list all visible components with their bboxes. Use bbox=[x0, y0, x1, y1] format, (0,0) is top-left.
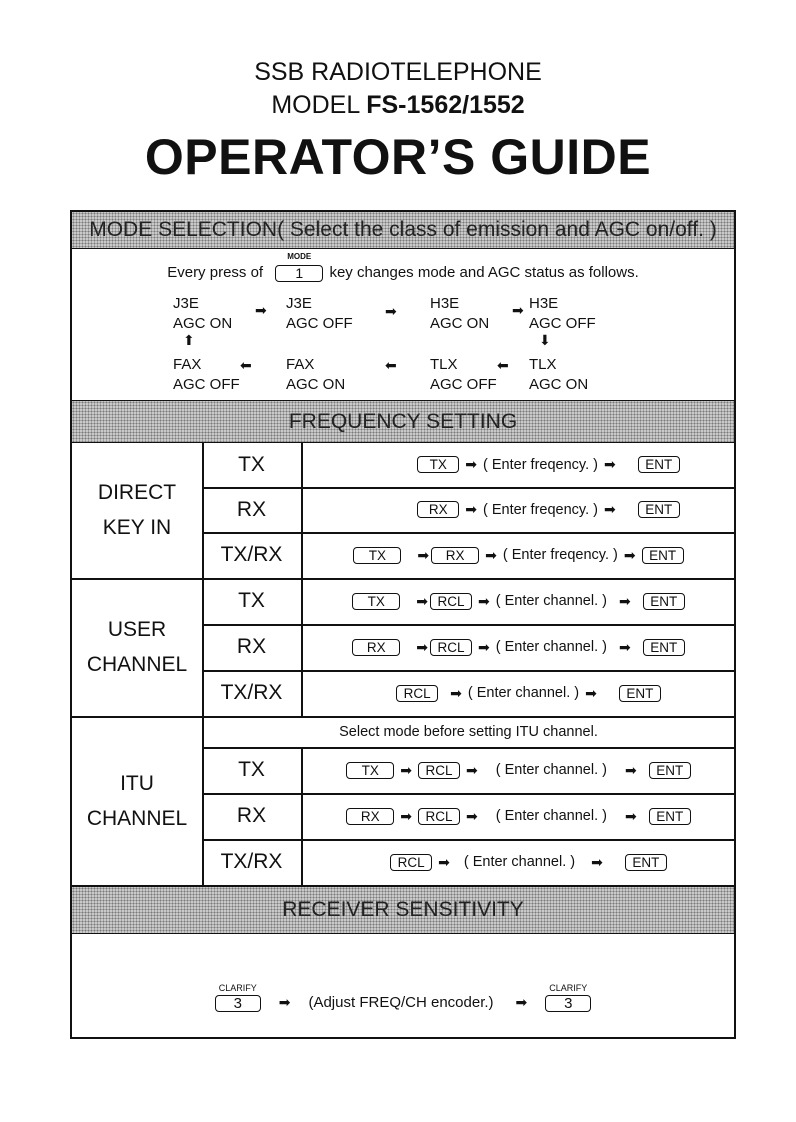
rx-key[interactable]: RX bbox=[346, 808, 394, 825]
rcl-key[interactable]: RCL bbox=[430, 593, 472, 610]
arrow-right-icon: ➡ bbox=[591, 853, 603, 870]
direction-label: TX bbox=[238, 758, 265, 781]
key-sequence bbox=[303, 670, 734, 716]
frequency-setting-heading-text: FREQUENCY SETTING bbox=[288, 409, 518, 433]
arrow-right-icon: ➡ bbox=[417, 546, 430, 563]
step-text: ( Enter channel. ) bbox=[495, 593, 607, 609]
tx-key[interactable]: TX bbox=[353, 547, 401, 564]
arrow-left-icon: ⬅ bbox=[497, 357, 509, 373]
step-text: ( Enter freqency. ) bbox=[502, 547, 618, 563]
guide-table bbox=[70, 210, 736, 1039]
arrow-right-icon: ➡ bbox=[624, 807, 637, 824]
arrow-right-icon: ➡ bbox=[515, 994, 528, 1010]
mode-key[interactable] bbox=[275, 252, 323, 282]
key-sequence bbox=[303, 532, 734, 578]
tx-key[interactable]: TX bbox=[417, 456, 459, 473]
arrow-right-icon: ➡ bbox=[466, 807, 478, 824]
model-number: FS-1562/1552 bbox=[366, 91, 525, 119]
arrow-left-icon: ⬅ bbox=[385, 357, 397, 373]
step-text: ( Enter channel. ) bbox=[495, 762, 607, 778]
clarify-caption: CLARIFY bbox=[218, 983, 257, 994]
rx-key[interactable]: RX bbox=[417, 501, 459, 518]
arrow-right-icon: ➡ bbox=[438, 853, 450, 870]
rcl-key[interactable]: RCL bbox=[430, 639, 472, 656]
arrow-right-icon: ➡ bbox=[623, 546, 636, 563]
direction-label: RX bbox=[236, 497, 267, 521]
group-label-direct-key-in: DIRECT KEY IN bbox=[97, 481, 177, 539]
step-text: ( Enter channel. ) bbox=[463, 854, 576, 870]
ent-key[interactable]: ENT bbox=[638, 456, 680, 473]
clarify-key-label: 3 bbox=[215, 995, 261, 1012]
arrow-right-icon: ➡ bbox=[278, 994, 291, 1010]
mode-state: FAX AGC OFF bbox=[173, 356, 240, 393]
mode-key-caption: MODE bbox=[287, 252, 312, 262]
arrow-right-icon: ➡ bbox=[450, 684, 462, 701]
arrow-right-icon: ➡ bbox=[416, 638, 429, 655]
arrow-right-icon: ➡ bbox=[465, 501, 478, 517]
mode-intro bbox=[72, 252, 734, 282]
clarify-key[interactable] bbox=[545, 983, 591, 1012]
ent-key[interactable]: ENT bbox=[638, 501, 680, 518]
arrow-right-icon: ➡ bbox=[400, 761, 413, 778]
arrow-right-icon: ➡ bbox=[618, 592, 631, 609]
direction-label: TX/RX bbox=[220, 850, 283, 873]
arrow-right-icon: ➡ bbox=[618, 638, 631, 655]
ent-key[interactable]: ENT bbox=[649, 762, 691, 779]
direction-label: RX bbox=[236, 635, 267, 658]
mode-state: H3E AGC OFF bbox=[529, 295, 596, 332]
page-title: OPERATOR’S GUIDE bbox=[144, 129, 652, 185]
group-label-user-channel: USER CHANNEL bbox=[86, 618, 188, 676]
mode-state: TLX AGC OFF bbox=[430, 356, 497, 393]
receiver-sensitivity-heading-text: RECEIVER SENSITIVITY bbox=[282, 898, 524, 921]
arrow-right-icon: ➡ bbox=[416, 592, 429, 609]
step-text: (Adjust FREQ/CH encoder.) bbox=[308, 994, 494, 1011]
tx-key[interactable]: TX bbox=[346, 762, 394, 779]
ent-key[interactable]: ENT bbox=[642, 547, 684, 564]
key-sequence bbox=[303, 624, 734, 670]
arrow-right-icon: ➡ bbox=[255, 302, 267, 318]
header-line-2 bbox=[0, 91, 796, 120]
ent-key[interactable]: ENT bbox=[643, 593, 685, 610]
mode-state: TLX AGC ON bbox=[529, 356, 589, 393]
key-sequence bbox=[303, 793, 734, 839]
arrow-right-icon: ➡ bbox=[512, 302, 524, 318]
frequency-setting-heading bbox=[72, 400, 734, 443]
arrow-up-icon: ⬆ bbox=[183, 332, 195, 348]
key-sequence bbox=[303, 839, 734, 885]
arrow-right-icon: ➡ bbox=[624, 761, 637, 778]
arrow-right-icon: ➡ bbox=[485, 546, 497, 563]
header-line-1: SSB RADIOTELEPHONE bbox=[254, 58, 542, 86]
key-sequence bbox=[303, 442, 734, 487]
mode-key-label: 1 bbox=[275, 265, 323, 282]
arrow-right-icon: ➡ bbox=[466, 761, 478, 778]
direction-label: TX bbox=[238, 589, 265, 612]
direction-label: TX/RX bbox=[220, 543, 283, 566]
mode-intro-after: key changes mode and AGC status as follows. bbox=[329, 264, 639, 281]
direction-label: TX/RX bbox=[220, 681, 283, 704]
mode-state: J3E AGC ON bbox=[173, 295, 233, 332]
arrow-right-icon: ➡ bbox=[385, 303, 397, 319]
clarify-key[interactable] bbox=[215, 983, 261, 1012]
rcl-key[interactable]: RCL bbox=[418, 762, 460, 779]
step-text: ( Enter channel. ) bbox=[495, 808, 607, 824]
rcl-key[interactable]: RCL bbox=[418, 808, 460, 825]
clarify-caption: CLARIFY bbox=[549, 983, 588, 994]
mode-state: H3E AGC ON bbox=[430, 295, 490, 332]
key-sequence bbox=[303, 747, 734, 793]
step-text: ( Enter freqency. ) bbox=[483, 501, 598, 518]
arrow-right-icon: ➡ bbox=[465, 456, 478, 472]
direction-label: TX bbox=[238, 452, 265, 476]
arrow-right-icon: ➡ bbox=[603, 456, 616, 472]
ent-key[interactable]: ENT bbox=[643, 639, 685, 656]
arrow-right-icon: ➡ bbox=[478, 592, 490, 609]
arrow-left-icon: ⬅ bbox=[240, 357, 252, 373]
arrow-right-icon: ➡ bbox=[603, 501, 616, 517]
direction-label: RX bbox=[236, 804, 267, 827]
itu-note: Select mode before setting ITU channel. bbox=[339, 723, 598, 740]
mode-selection-heading-text: MODE SELECTION( Select the class of emission and AGC on/off. ) bbox=[89, 218, 717, 241]
rcl-key[interactable]: RCL bbox=[396, 685, 438, 702]
mode-state: J3E AGC OFF bbox=[286, 295, 353, 332]
arrow-down-icon: ⬇ bbox=[539, 332, 551, 348]
mode-intro-before: Every press of bbox=[167, 264, 264, 281]
group-label-itu-channel: ITU CHANNEL bbox=[86, 771, 188, 830]
tx-key[interactable]: TX bbox=[352, 593, 400, 610]
rx-key[interactable]: RX bbox=[352, 639, 400, 656]
key-sequence bbox=[303, 578, 734, 624]
step-text: ( Enter channel. ) bbox=[495, 639, 607, 655]
arrow-right-icon: ➡ bbox=[585, 684, 597, 701]
model-prefix: MODEL bbox=[271, 91, 367, 119]
clarify-sequence bbox=[72, 952, 734, 1012]
rx-key[interactable]: RX bbox=[431, 547, 479, 564]
ent-key[interactable]: ENT bbox=[649, 808, 691, 825]
arrow-right-icon: ➡ bbox=[400, 807, 413, 824]
mode-selection-heading bbox=[72, 212, 734, 249]
key-sequence bbox=[303, 487, 734, 532]
clarify-key-label: 3 bbox=[545, 995, 591, 1012]
mode-state: FAX AGC ON bbox=[286, 356, 346, 393]
ent-key[interactable]: ENT bbox=[625, 854, 667, 871]
arrow-right-icon: ➡ bbox=[478, 638, 490, 655]
step-text: ( Enter channel. ) bbox=[467, 685, 580, 701]
step-text: ( Enter freqency. ) bbox=[483, 456, 598, 473]
receiver-sensitivity-heading bbox=[72, 885, 734, 934]
ent-key[interactable]: ENT bbox=[619, 685, 661, 702]
rcl-key[interactable]: RCL bbox=[390, 854, 432, 871]
